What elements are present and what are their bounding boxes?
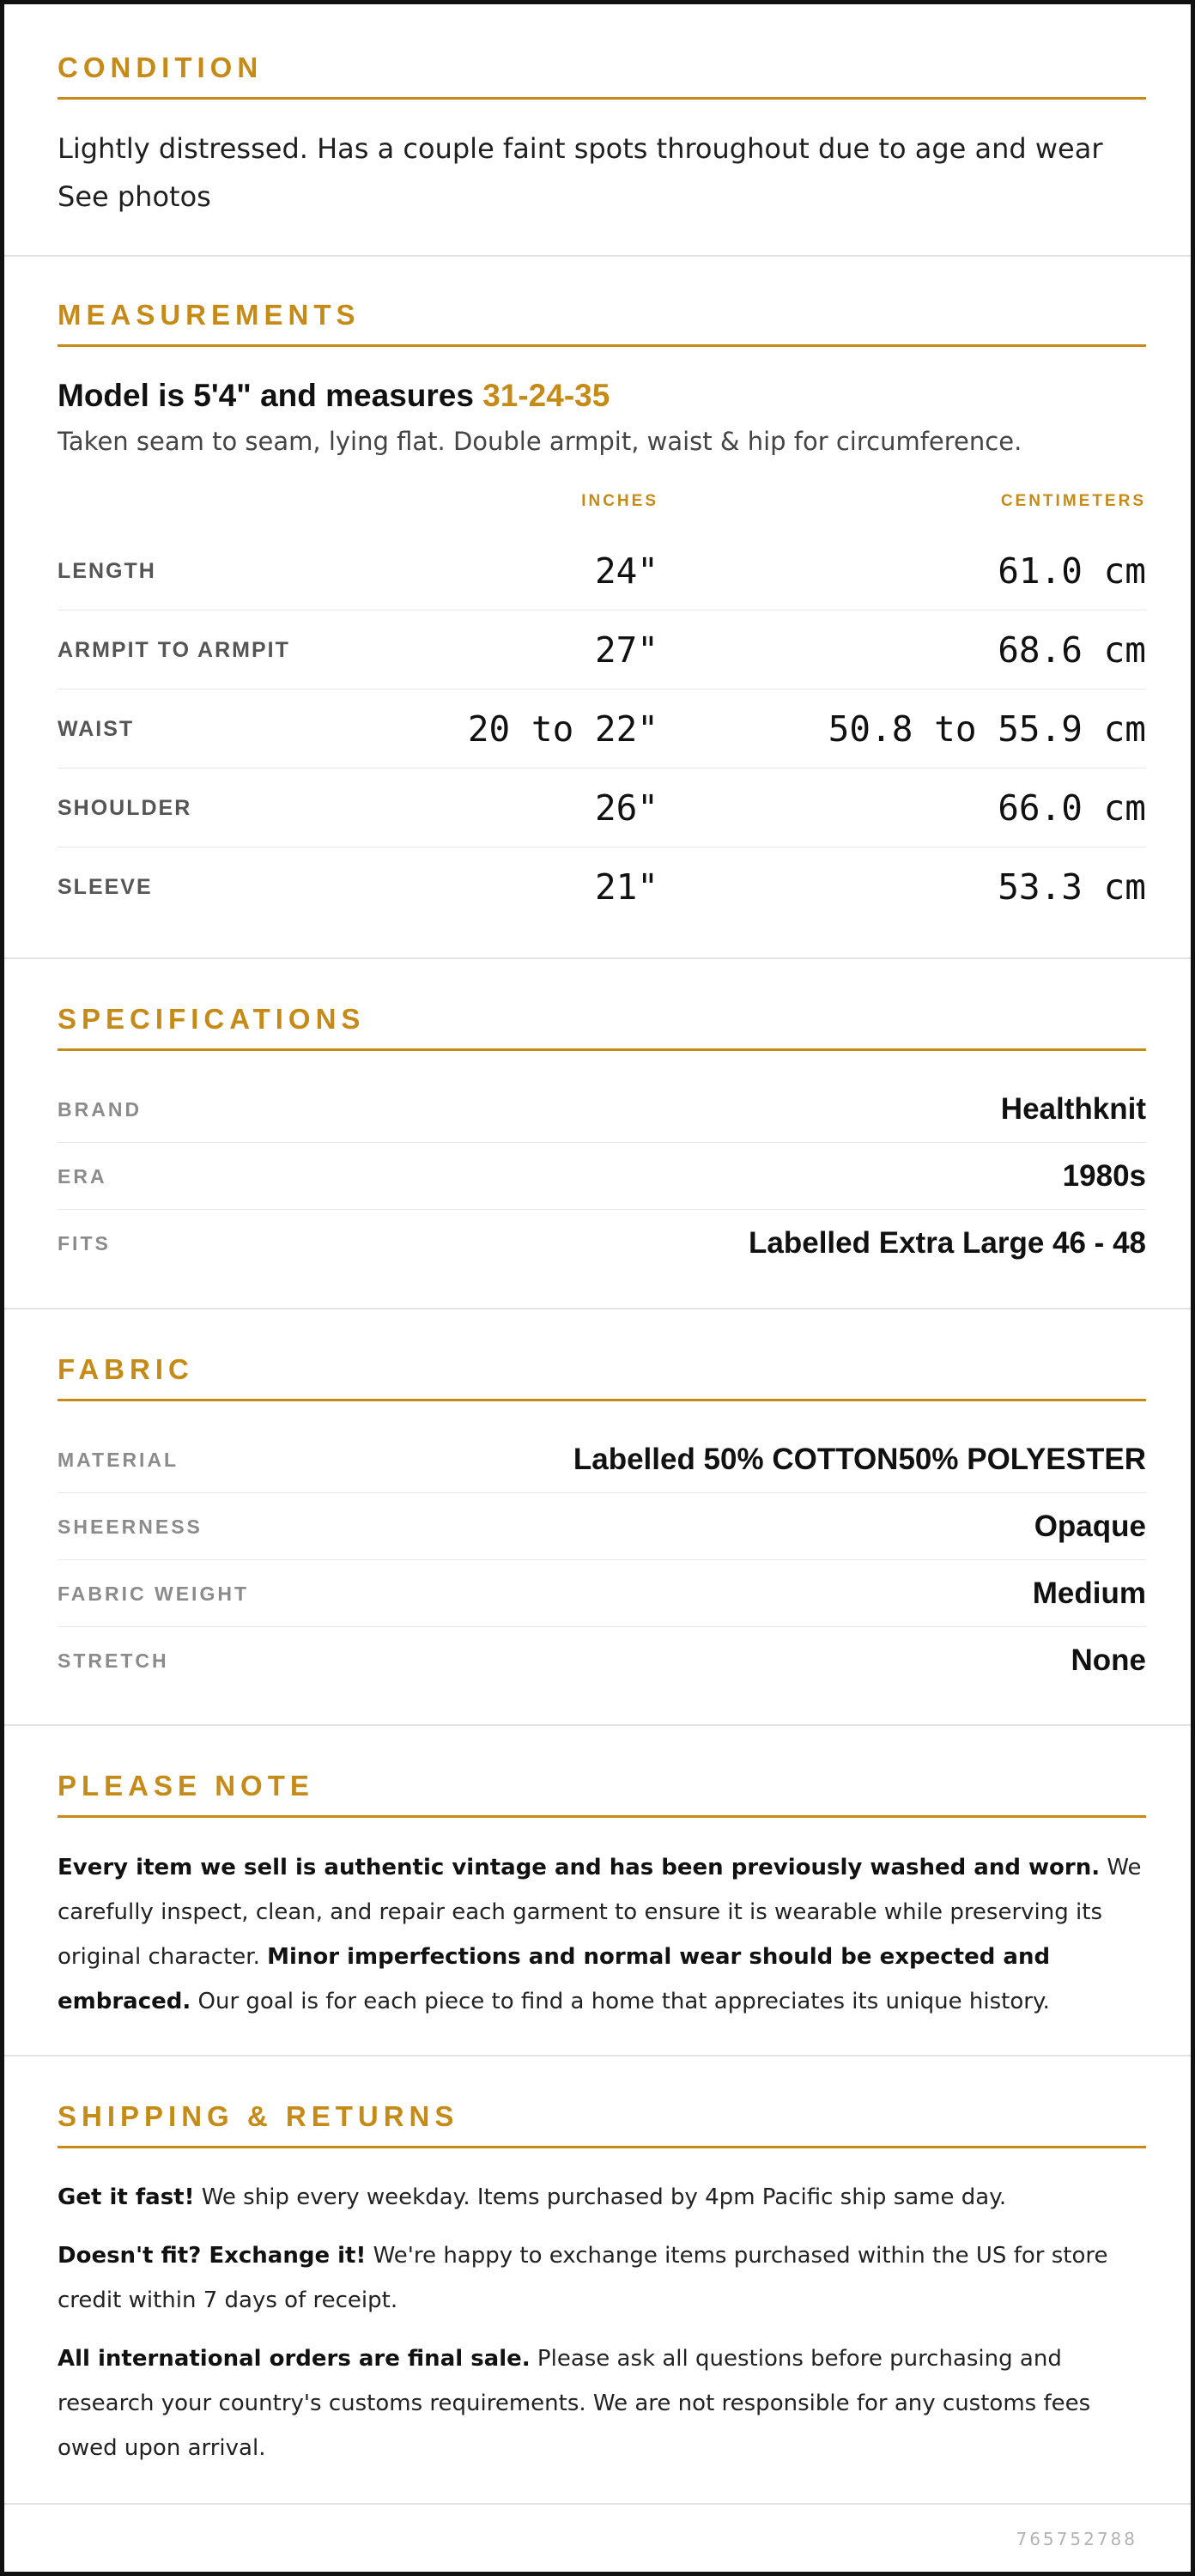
- measurements-title: MEASUREMENTS: [58, 299, 361, 331]
- condition-title: CONDITION: [58, 52, 264, 83]
- measurement-label: SLEEVE: [58, 875, 153, 899]
- spec-value: Healthknit: [1000, 1092, 1146, 1126]
- shipping-text-3: Please ask all questions before purchasing and research your country's customs requirements. We are not responsible for any customs fees owed upon arrival.: [58, 2346, 1091, 2461]
- measurement-row-length: [58, 532, 1146, 611]
- measurement-cm: 61.0 cm: [998, 550, 1146, 592]
- spec-value: 1980s: [1062, 1159, 1146, 1193]
- fabric-label: SHEERNESS: [58, 1516, 203, 1538]
- item-id: 765752788: [1016, 2529, 1137, 2549]
- spec-row-brand: [58, 1076, 1146, 1143]
- shipping-bold-1: Get it fast!: [58, 2184, 195, 2210]
- condition-text: Lightly distressed. Has a couple faint spots throughout due to age and wear See photos: [58, 132, 1103, 213]
- measurements-rule: [58, 344, 1146, 347]
- measurement-label: WAIST: [58, 717, 135, 741]
- measurement-inches: 27": [594, 629, 658, 671]
- section-divider: [4, 957, 1191, 959]
- measurement-row-sleeve: [58, 848, 1146, 927]
- specifications-title: SPECIFICATIONS: [58, 1003, 366, 1035]
- spec-label: BRAND: [58, 1098, 143, 1121]
- please-note-text: [58, 1845, 1146, 2024]
- please-note-text-1: We carefully inspect, clean, and repair each garment to ensure it is wearable while preserving its original character.: [58, 1855, 1142, 1970]
- model-measures-prefix: Model is 5'4" and measures: [58, 378, 483, 413]
- condition-rule: [58, 97, 1146, 100]
- shipping-bold-3: All international orders are final sale.: [58, 2346, 531, 2372]
- spec-row-fits: [58, 1210, 1146, 1277]
- model-measures-line: [58, 375, 1146, 416]
- measurement-cm: 68.6 cm: [998, 629, 1146, 671]
- fabric-row-weight: [58, 1560, 1146, 1627]
- spec-label: ERA: [58, 1165, 107, 1188]
- fabric-value: None: [1071, 1643, 1146, 1677]
- section-divider: [4, 2055, 1191, 2057]
- section-divider: [4, 2503, 1191, 2505]
- measurement-label: ARMPIT TO ARMPIT: [58, 638, 290, 662]
- shipping-paragraph-exchange: [58, 2233, 1146, 2323]
- fabric-value: Opaque: [1034, 1510, 1146, 1543]
- measurements-column-headers: [58, 492, 1146, 513]
- model-measures-value: 31-24-35: [482, 378, 610, 413]
- spec-value: Labelled Extra Large 46 - 48: [749, 1226, 1146, 1260]
- fabric-row-sheerness: [58, 1493, 1146, 1560]
- measurement-inches: 24": [594, 550, 658, 592]
- measurement-inches: 21": [594, 866, 658, 908]
- centimeters-column-header: CENTIMETERS: [1000, 492, 1146, 510]
- shipping-title: SHIPPING & RETURNS: [58, 2100, 459, 2132]
- specifications-rule: [58, 1048, 1146, 1051]
- fabric-row-material: [58, 1426, 1146, 1493]
- please-note-bold-2: Minor imperfections and normal wear should be expected and embraced.: [58, 1944, 1051, 2014]
- fabric-row-stretch: [58, 1627, 1146, 1694]
- measurement-row-armpit: [58, 611, 1146, 690]
- fabric-value: Medium: [1032, 1577, 1146, 1610]
- measurement-cm: 66.0 cm: [998, 787, 1146, 829]
- section-divider: [4, 1724, 1191, 1726]
- measurements-subtitle: Taken seam to seam, lying flat. Double armpit, waist & hip for circumference.: [58, 427, 1022, 456]
- section-divider: [4, 1308, 1191, 1309]
- shipping-text-2: We're happy to exchange items purchased within the US for store credit within 7 days of receipt.: [58, 2243, 1108, 2313]
- measurement-row-waist: [58, 690, 1146, 769]
- shipping-paragraph-international: [58, 2336, 1146, 2470]
- shipping-text-1: We ship every weekday. Items purchased by 4pm Pacific ship same day.: [194, 2184, 1007, 2210]
- fabric-title: FABRIC: [58, 1353, 194, 1385]
- measurement-cm: 53.3 cm: [998, 866, 1146, 908]
- measurement-inches: 20 to 22": [467, 708, 658, 750]
- measurement-label: SHOULDER: [58, 796, 192, 820]
- inches-column-header: INCHES: [581, 492, 658, 510]
- please-note-rule: [58, 1815, 1146, 1818]
- measurement-row-shoulder: [58, 769, 1146, 848]
- fabric-rule: [58, 1399, 1146, 1401]
- spec-row-era: [58, 1143, 1146, 1210]
- spec-label: FITS: [58, 1232, 111, 1255]
- measurement-label: LENGTH: [58, 559, 156, 583]
- fabric-label: MATERIAL: [58, 1449, 179, 1471]
- please-note-title: PLEASE NOTE: [58, 1770, 314, 1801]
- shipping-paragraph-fast: [58, 2175, 1146, 2220]
- fabric-value: Labelled 50% COTTON50% POLYESTER: [573, 1443, 1146, 1476]
- please-note-text-2: Our goal is for each piece to find a home that appreciates its unique history.: [191, 1989, 1050, 2014]
- measurement-inches: 26": [594, 787, 658, 829]
- fabric-label: FABRIC WEIGHT: [58, 1583, 249, 1605]
- section-divider: [4, 255, 1191, 257]
- shipping-rule: [58, 2146, 1146, 2148]
- fabric-label: STRETCH: [58, 1649, 169, 1672]
- shipping-bold-2: Doesn't fit? Exchange it!: [58, 2243, 367, 2269]
- measurement-cm: 50.8 to 55.9 cm: [828, 708, 1146, 750]
- please-note-bold-1: Every item we sell is authentic vintage and has been previously washed and worn.: [58, 1855, 1101, 1880]
